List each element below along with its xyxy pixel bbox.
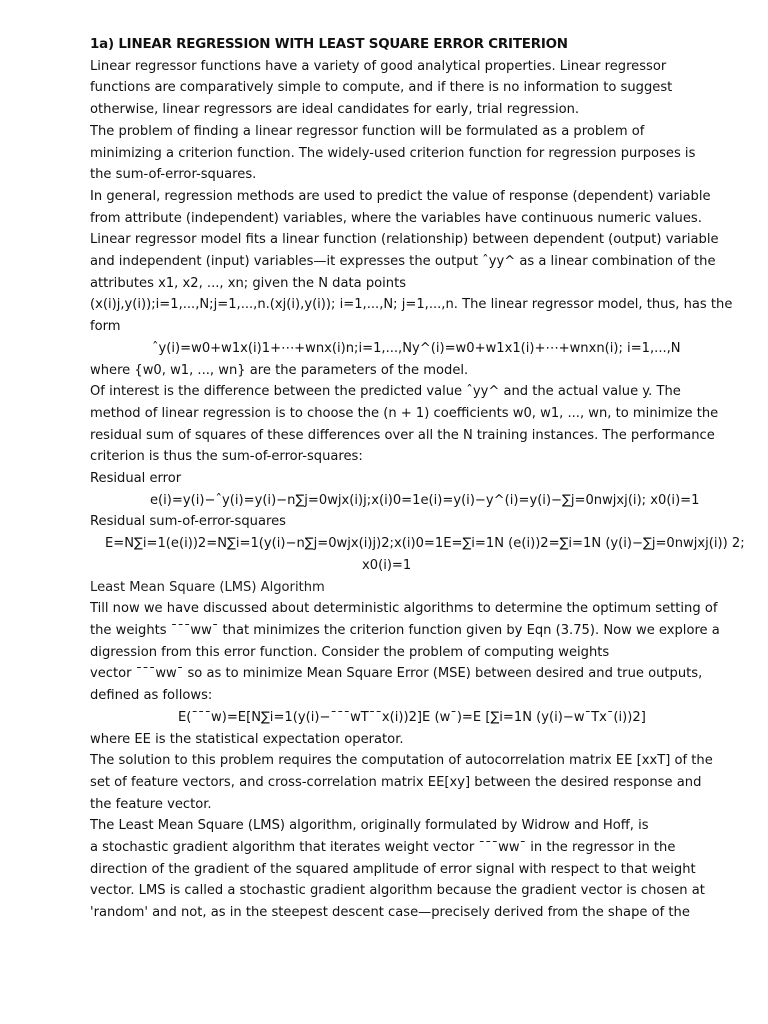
text-line: Linear regressor functions have a variety of good analytical properties. Linear regressor (90, 58, 667, 74)
text-line: set of feature vectors, and cross-correlation matrix EE[xy] between the desired response and (90, 774, 702, 790)
text-line: direction of the gradient of the squared amplitude of error signal with respect to that weight (90, 861, 696, 877)
equation-model: ˆy(i)=w0+w1x(i)1+⋯+wnx(i)n;i=1,...,Ny^(i)=w0+w1x1(i)+⋯+wnxn(i); i=1,...,N (152, 340, 681, 356)
text-line: the sum-of-error-squares. (90, 167, 257, 183)
text-line: Linear regressor model fits a linear function (relationship) between dependent (output) variable (90, 232, 719, 248)
lms-algorithm-paragraph (90, 815, 708, 924)
text-line: the feature vector. (90, 796, 212, 812)
text-line: In general, regression methods are used to predict the value of response (dependent) variable (90, 188, 711, 204)
text-line: attributes x1, x2, ..., xn; given the N data points (90, 275, 407, 291)
equation-sse-continued: x0(i)=1 (362, 557, 412, 573)
expectation-line: where EE is the statistical expectation operator. (90, 731, 404, 747)
text-line: criterion is thus the sum-of-error-squares: (90, 449, 363, 465)
lms-intro-paragraph (90, 598, 720, 707)
params-line: where {w0, w1, ..., wn} are the parameters of the model. (90, 362, 469, 378)
text-line: and independent (input) variables—it expresses the output ˆyy^ as a linear combination of the (90, 254, 716, 270)
equation-mse: E(¯¯¯w)=E[N∑i=1(y(i)−¯¯¯wT¯¯x(i))2]E (w¯)=E [∑i=1N (y(i)−w¯Tx¯(i))2] (178, 709, 646, 725)
interest-paragraph (90, 381, 719, 468)
text-line: Till now we have discussed about deterministic algorithms to determine the optimum setting of (90, 601, 718, 617)
text-line: functions are comparatively simple to compute, and if there is no information to suggest (90, 80, 673, 96)
text-line: vector ¯¯¯ww¯ so as to minimize Mean Square Error (MSE) between desired and true outputs, (90, 666, 703, 682)
text-line: digression from this error function. Consider the problem of computing weights (90, 644, 610, 660)
text-line: 'random' and not, as in the steepest descent case—precisely derived from the shape of the (90, 905, 690, 921)
text-line: otherwise, linear regressors are ideal candidates for early, trial regression. (90, 102, 580, 118)
text-line: the weights ¯¯¯ww¯ that minimizes the criterion function given by Eqn (3.75). Now we explore a (90, 622, 720, 638)
text-line: (x(i)j,y(i));i=1,...,N;j=1,...,n.(xj(i),y(i)); i=1,...,N; j=1,...,n. The linear regressor model, thus, has the (90, 297, 733, 313)
text-line: from attribute (independent) variables, where the variables have continuous numeric values. (90, 210, 702, 226)
text-line: Of interest is the difference between the predicted value ˆyy^ and the actual value y. The (90, 384, 681, 400)
text-line: defined as follows: (90, 688, 213, 704)
text-line: residual sum of squares of these differences over all the N training instances. The performance (90, 427, 715, 443)
lms-heading: Least Mean Square (LMS) Algorithm (90, 579, 325, 595)
text-line: form (90, 319, 121, 335)
text-line: The problem of finding a linear regressor function will be formulated as a problem of (90, 123, 645, 139)
text-line: The solution to this problem requires the computation of autocorrelation matrix EE [xxT] of the (90, 753, 713, 769)
text-line: a stochastic gradient algorithm that iterates weight vector ¯¯¯ww¯ in the regressor in the (90, 840, 676, 856)
text-line: method of linear regression is to choose the (n + 1) coefficients w0, w1, ..., wn, to minimize the (90, 405, 719, 421)
problem-paragraph (90, 121, 708, 186)
residual-sse-label: Residual sum-of-error-squares (90, 514, 286, 530)
solution-paragraph (90, 750, 713, 815)
equation-residual: e(i)=y(i)−ˆy(i)=y(i)−n∑j=0wjx(i)j;x(i)0=1e(i)=y(i)−y^(i)=y(i)−∑j=0nwjxj(i); x0(i)=1 (150, 492, 700, 508)
intro-paragraph (90, 56, 708, 121)
general-paragraph (90, 186, 733, 338)
equation-sse: E=N∑i=1(e(i))2=N∑i=1(y(i)−n∑j=0wjx(i)j)2;x(i)0=1E=∑i=1N (e(i))2=∑i=1N (y(i)−∑j=0nwjxj(i)) 2; (105, 536, 745, 552)
residual-error-label: Residual error (90, 471, 182, 487)
text-line: vector. LMS is called a stochastic gradient algorithm because the gradient vector is chosen at (90, 883, 705, 899)
text-line: minimizing a criterion function. The widely-used criterion function for regression purposes is (90, 145, 696, 161)
text-line: The Least Mean Square (LMS) algorithm, originally formulated by Widrow and Hoff, is (90, 818, 649, 834)
section-title: 1a) LINEAR REGRESSION WITH LEAST SQUARE ERROR CRITERION (90, 37, 568, 52)
